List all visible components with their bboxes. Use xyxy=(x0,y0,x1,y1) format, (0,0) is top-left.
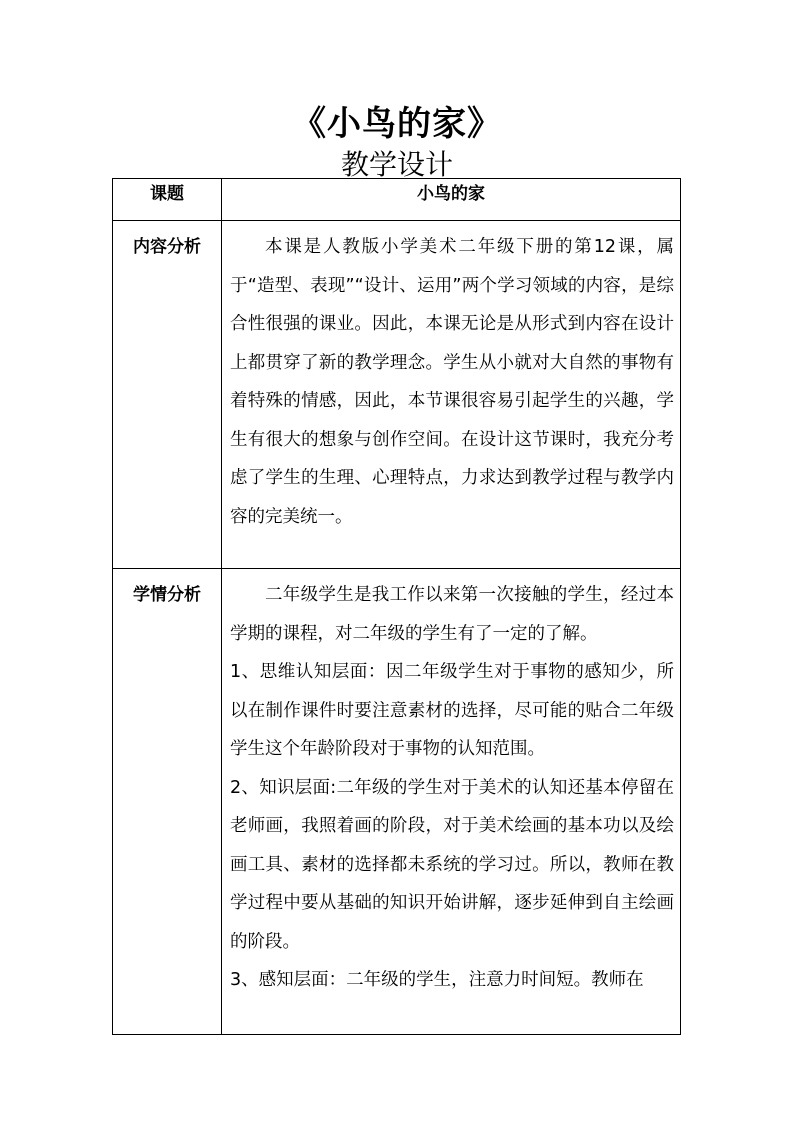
document-subtitle: 教学设计 xyxy=(340,148,453,181)
content-analysis-text: 本课是人教版小学美术二年级下册的第12课，属于“造型、表现”“设计、运用”两个学习领域的内容，是综合性很强的课业。因此，本课无论是从形式到内容在设计上都贯穿了新的教学理念。学生从小就对大自然的事物有着特殊的情感，因此，本节课很容易引起学生的兴趣，学生有很大的想象与创作空间。在设计这节课时，我充分考虑了学生的生理、心理特点，力求达到教学过程与教学内容的完美统一。 xyxy=(230,237,674,527)
learner-analysis-intro: 二年级学生是我工作以来第一次接触的学生，经过本学期的课程，对二年级的学生有了一定的了解。 xyxy=(230,585,674,644)
table-row-topic xyxy=(113,179,681,221)
content-analysis-cell xyxy=(222,221,681,569)
table-row-learner-analysis xyxy=(113,569,681,1035)
table-row-content-analysis xyxy=(113,221,681,569)
topic-value: 小鸟的家 xyxy=(222,179,681,221)
document-title: 《小鸟的家》 xyxy=(292,104,502,144)
learner-analysis-cell xyxy=(222,569,681,1035)
content-analysis-label: 内容分析 xyxy=(113,221,222,569)
learner-analysis-point-2: 2、知识层面:二年级的学生对于美术的认知还基本停留在老师画，我照着画的阶段，对于美术绘画的基本功以及绘画工具、素材的选择都未系统的学习过。所以，教师在教学过程中要从基础的知识开始讲解，逐步延伸到自主绘画的阶段。 xyxy=(230,777,674,952)
learner-analysis-point-1: 1、思维认知层面：因二年级学生对于事物的感知少，所以在制作课件时要注意素材的选择，尽可能的贴合二年级学生这个年龄阶段对于事物的认知范围。 xyxy=(230,662,674,759)
topic-label: 课题 xyxy=(113,179,222,221)
lesson-design-table xyxy=(112,178,681,1035)
learner-analysis-point-3: 3、感知层面：二年级的学生，注意力时间短。教师在 xyxy=(230,970,644,990)
learner-analysis-label: 学情分析 xyxy=(113,569,222,1035)
